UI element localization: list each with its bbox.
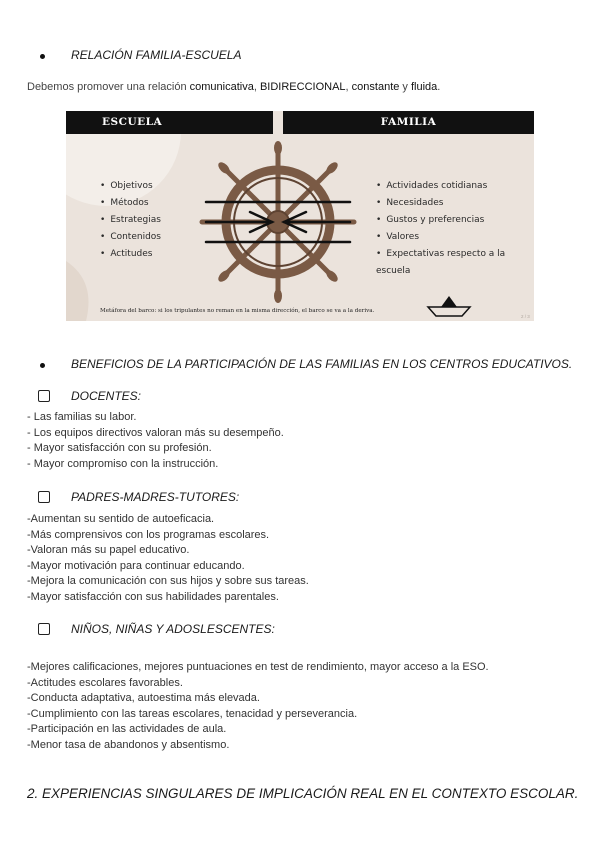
intro-text: y [399,81,411,93]
ship-wheel-infographic [66,111,534,321]
figure-caption: Metáfora del barco: si los tripulantes no reman en la misma dirección, el barco se va a la deriva. [100,308,375,314]
intro-text: , [345,81,352,93]
familia-item: • Valores [376,229,534,246]
bullet-icon [40,363,45,368]
escuela-item: • Objetivos [100,178,161,195]
list-item: -Conducta adaptativa, autoestima más elevada. [27,692,260,705]
intro-text: . [437,81,441,93]
familia-header [283,111,534,134]
list-item: - Los equipos directivos valoran más su desempeño. [27,426,284,439]
list-item: -Mayor motivación para continuar educando. [27,559,245,572]
list-item: -Mejora la comunicación con sus hijos y sobre sus tareas. [27,575,309,588]
escuela-item: • Contenidos [100,229,161,246]
familia-item: • Expectativas respecto a la escuela [376,246,534,280]
intro-word: fluida [411,81,438,93]
list-item: -Participación en las actividades de aula. [27,723,227,736]
boat-icon [426,294,472,318]
list-item: -Más comprensivos con los programas escolares. [27,528,270,541]
group-title-padres: PADRES-MADRES-TUTORES: [71,490,240,504]
section-heading-beneficios: BENEFICIOS DE LA PARTICIPACIÓN DE LAS FAMILIAS EN LOS CENTROS EDUCATIVOS. [71,357,573,371]
intro-word: BIDIRECCIONAL [259,81,346,93]
escuela-header-label: ESCUELA [102,116,163,128]
familia-header-label: FAMILIA [380,116,437,128]
familia-item: • Gustos y preferencias [376,212,534,229]
bullet-icon [40,54,45,59]
page-mark: 2 / 3 [521,314,530,319]
list-item: -Cumplimiento con las tareas escolares, tenacidad y perseverancia. [27,707,358,720]
group-title-ninos: NIÑOS, NIÑAS Y ADOSLESCENTES: [71,622,275,636]
list-item: -Aumentan su sentido de autoeficacia. [27,513,215,525]
intro-word: constante [351,81,400,93]
checkbox-docentes[interactable] [38,390,50,402]
ninos-list [27,660,489,754]
intro-text: , [253,81,260,93]
section-heading-relacion: RELACIÓN FAMILIA-ESCUELA [71,48,242,62]
list-item: -Actitudes escolares favorables. [27,676,183,689]
group-title-docentes: DOCENTES: [71,389,142,403]
escuela-header [66,111,273,134]
escuela-item: • Estrategias [100,212,161,229]
familia-list [376,178,534,280]
intro-word: comunicativa [189,81,254,93]
escuela-item: • Métodos [100,195,161,212]
list-item: -Menor tasa de abandonos y absentismo. [27,738,230,751]
list-item: - Mayor compromiso con la instrucción. [27,457,219,470]
ship-wheel-icon [198,140,358,310]
padres-list [27,512,309,606]
list-item: -Mejores calificaciones, mejores puntuaciones en test de rendimiento, mayor acceso a la ESO. [27,661,489,673]
checkbox-padres[interactable] [38,491,50,503]
list-item: -Mayor satisfacción con sus habilidades parentales. [27,590,279,603]
familia-item: • Actividades cotidianas [376,178,534,195]
docentes-list [27,410,284,472]
escuela-list [100,178,161,263]
section-heading-experiencias: 2. EXPERIENCIAS SINGULARES DE IMPLICACIÓN REAL EN EL CONTEXTO ESCOLAR. [27,786,579,801]
intro-paragraph [27,80,440,96]
familia-item: • Necesidades [376,195,534,212]
checkbox-ninos[interactable] [38,623,50,635]
escuela-item: • Actitudes [100,246,161,263]
list-item: -Valoran más su papel educativo. [27,544,190,557]
list-item: - Mayor satisfacción con su profesión. [27,442,212,455]
intro-text: Debemos promover una relación [27,81,190,93]
list-item: - Las familias su labor. [27,411,137,423]
